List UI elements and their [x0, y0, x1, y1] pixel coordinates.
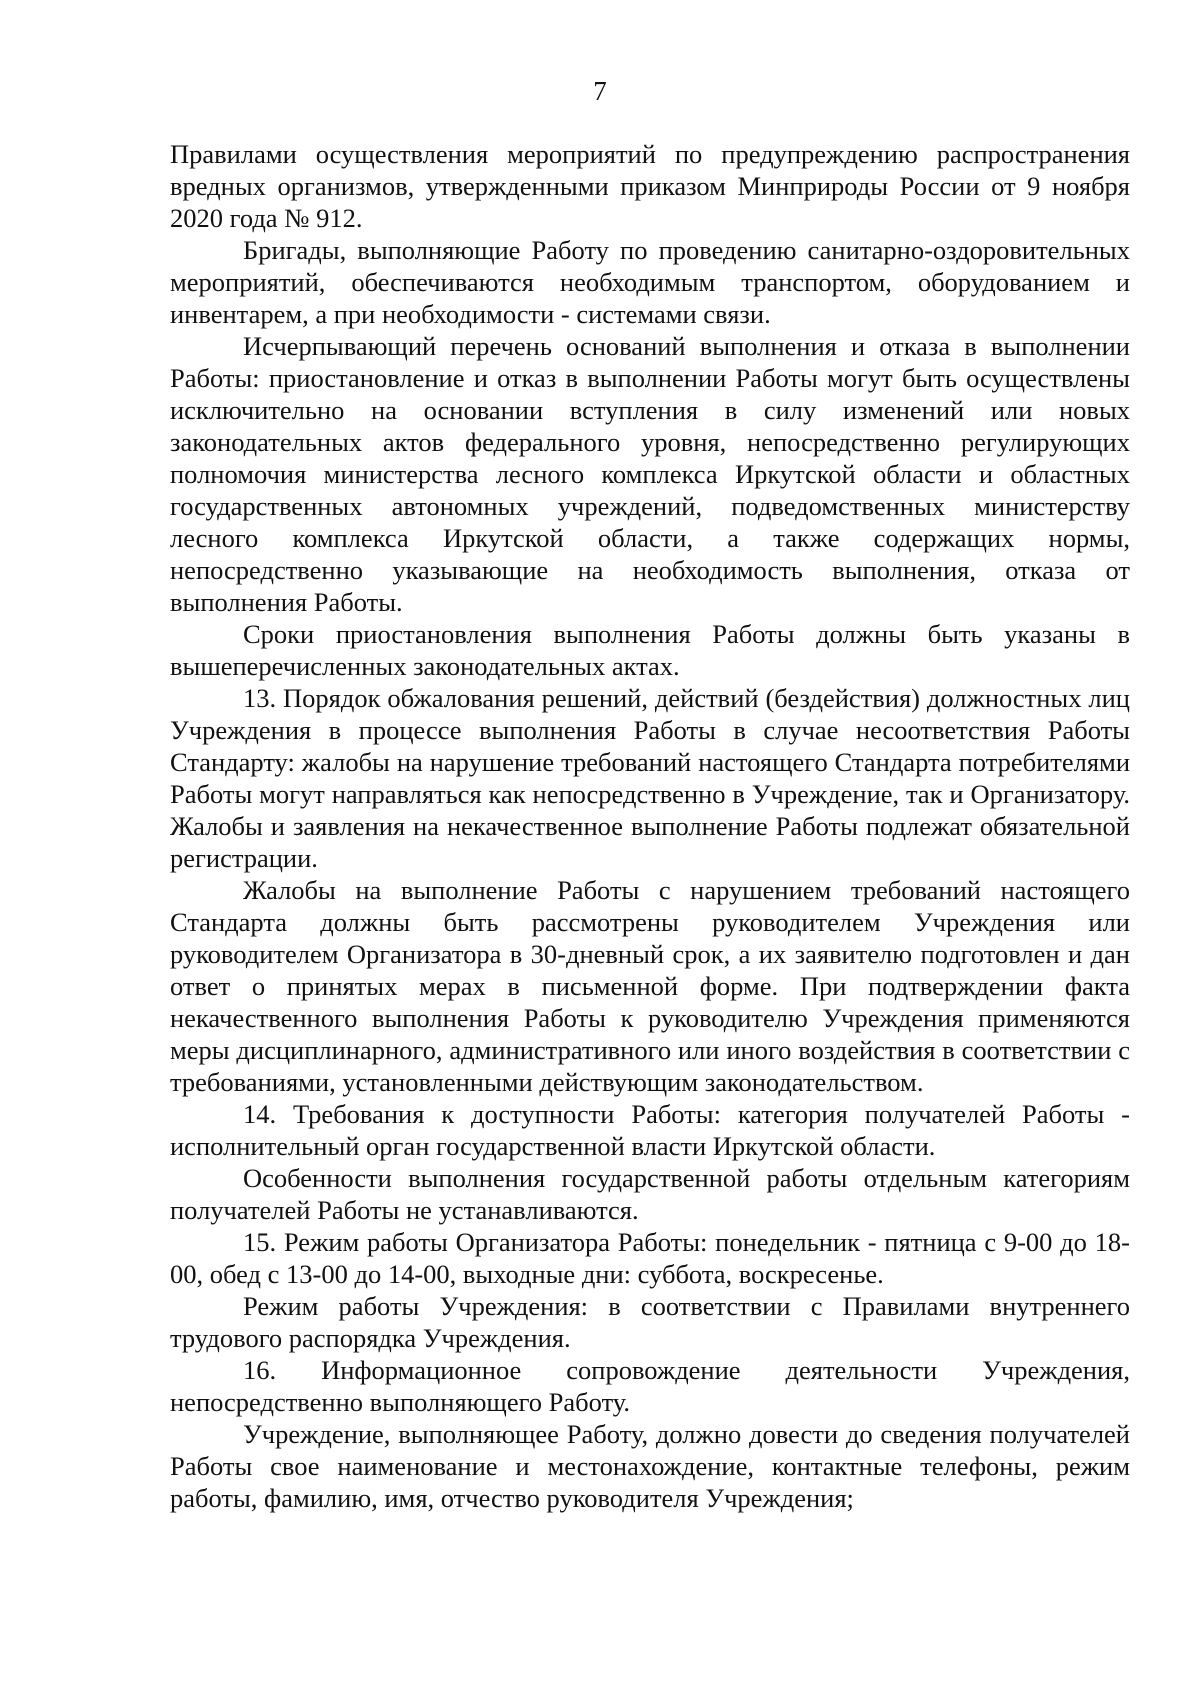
- paragraph-item-15: 15. Режим работы Организатора Работы: понедельник - пятница с 9-00 до 18-00, обед с 13-00 до 14-00, выходные дни: суббота, воскресенье.: [170, 1227, 1130, 1289]
- paragraph: Бригады, выполняющие Работу по проведению санитарно-оздоровительных мероприятий, обеспечиваются необходимым транспортом, оборудованием и инвентарем, а при необходимости - системами связи.: [170, 235, 1130, 329]
- paragraph-item-13: 13. Порядок обжалования решений, действий (бездействия) должностных лиц Учреждения в процессе выполнения Работы в случае несоответствия Работы Стандарту: жалобы на нарушение требований настоящего Стандарта потребителями Работы могут направляться как непосредственно в Учреждение, так и Организатору. Жалобы и заявления на некачественное выполнение Работы подлежат обязательной регистрации.: [170, 683, 1130, 873]
- document-body: [170, 138, 1130, 1514]
- paragraph: Учреждение, выполняющее Работу, должно довести до сведения получателей Работы свое наименование и местонахождение, контактные телефоны, режим работы, фамилию, имя, отчество руководителя Учреждения;: [170, 1419, 1130, 1513]
- paragraph-item-16: 16. Информационное сопровождение деятельности Учреждения, непосредственно выполняющего Работу.: [170, 1355, 1130, 1417]
- paragraph: Исчерпывающий перечень оснований выполнения и отказа в выполнении Работы: приостановление и отказ в выполнении Работы могут быть осуществлены исключительно на основании вступления в силу изменений или новых законодательных актов федерального уровня, непосредственно регулирующих полномочия министерства лесного комплекса Иркутской области и областных государственных автономных учреждений, подведомственных министерству лесного комплекса Иркутской области, а также содержащих нормы, непосредственно указывающие на необходимость выполнения, отказа от выполнения Работы.: [170, 331, 1130, 617]
- paragraph: Сроки приостановления выполнения Работы должны быть указаны в вышеперечисленных законодательных актах.: [170, 619, 1130, 681]
- paragraph: Режим работы Учреждения: в соответствии с Правилами внутреннего трудового распорядка Учреждения.: [170, 1291, 1130, 1353]
- paragraph: Жалобы на выполнение Работы с нарушением требований настоящего Стандарта должны быть рассмотрены руководителем Учреждения или руководителем Организатора в 30-дневный срок, а их заявителю подготовлен и дан ответ о принятых мерах в письменной форме. При подтверждении факта некачественного выполнения Работы к руководителю Учреждения применяются меры дисциплинарного, административного или иного воздействия в соответствии с требованиями, установленными действующим законодательством.: [170, 875, 1130, 1097]
- paragraph: Особенности выполнения государственной работы отдельным категориям получателей Работы не устанавливаются.: [170, 1163, 1130, 1225]
- paragraph: Правилами осуществления мероприятий по предупреждению распространения вредных организмов, утвержденными приказом Минприроды России от 9 ноября 2020 года № 912.: [170, 139, 1130, 233]
- paragraph-item-14: 14. Требования к доступности Работы: категория получателей Работы - исполнительный орган государственной власти Иркутской области.: [170, 1099, 1130, 1161]
- page-number: 7: [593, 76, 607, 106]
